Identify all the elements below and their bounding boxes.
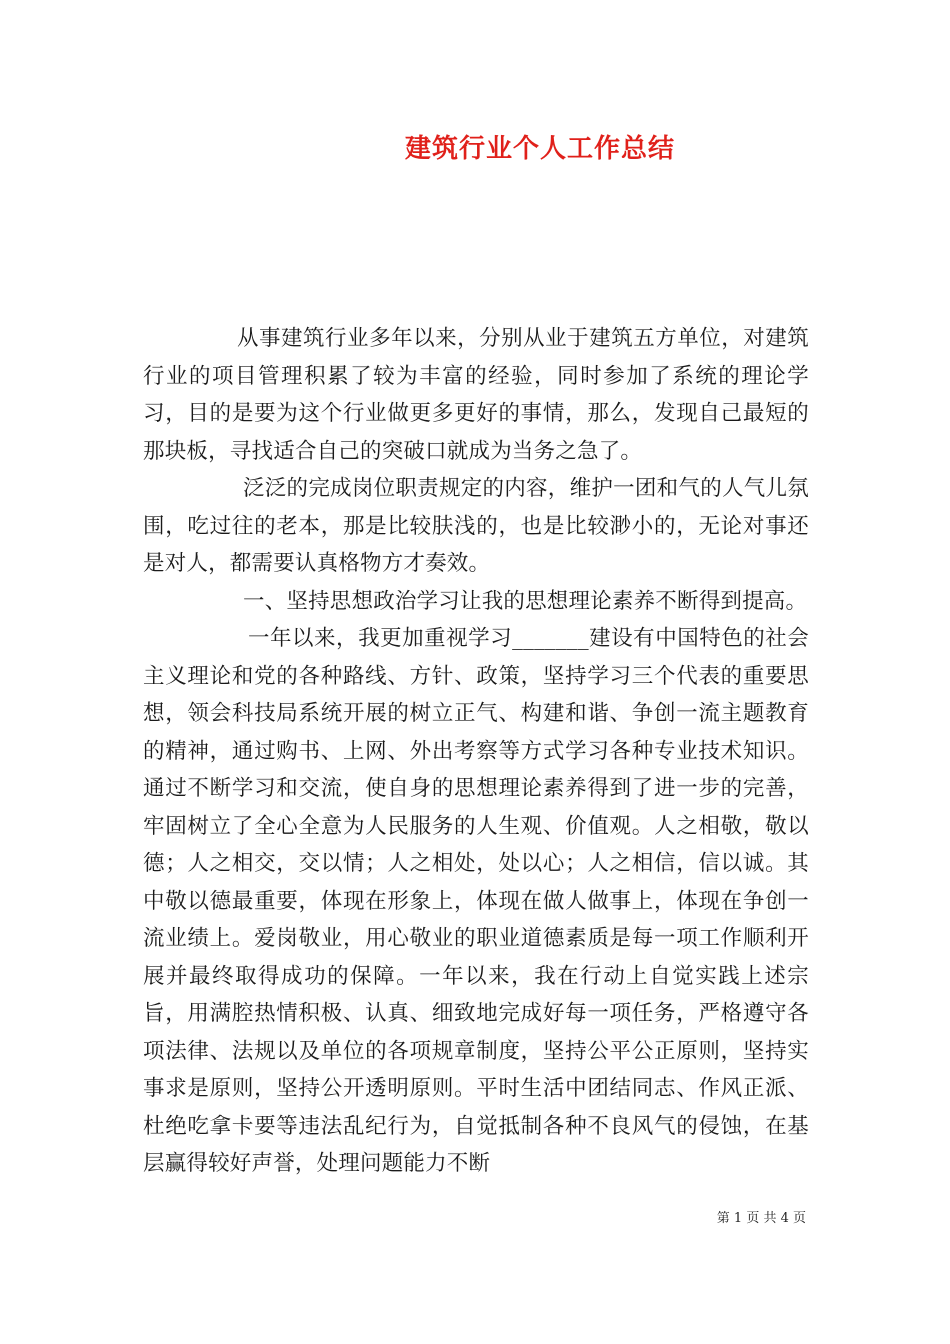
document-body [143, 320, 809, 1183]
paragraph-study: 一年以来，我更加重视学习_______建设有中国特色的社会主义理论和党的各种路线、方针、政策，坚持学习三个代表的重要思想，领会科技局系统开展的树立正气、构建和谐、争创一流主题教育的精神，通过购书、上网、外出考察等方式学习各种专业技术知识。通过不断学习和交流，使自身的思想理论素养得到了进一步的完善，牢固树立了全心全意为人民服务的人生观、价值观。人之相敬，敬以德；人之相交，交以情；人之相处，处以心；人之相信，信以诚。其中敬以德最重要，体现在形象上，体现在做人做事上，体现在争创一流业绩上。爱岗敬业，用心敬业的职业道德素质是每一项工作顺利开展并最终取得成功的保障。一年以来，我在行动上自觉实践上述宗旨，用满腔热情积极、认真、细致地完成好每一项任务，严格遵守各项法律、法规以及单位的各项规章制度，坚持公平公正原则，坚持实事求是原则，坚持公开透明原则。平时生活中团结同志、作风正派、杜绝吃拿卡要等违法乱纪行为，自觉抵制各种不良风气的侵蚀，在基层赢得较好声誉，处理问题能力不断 [143, 626, 809, 1176]
paragraph-intro: 从事建筑行业多年以来，分别从业于建筑五方单位，对建筑行业的项目管理积累了较为丰富的经验，同时参加了系统的理论学习，目的是要为这个行业做更多更好的事情，那么，发现自己最短的那块板，寻找适合自己的突破口就成为当务之急了。 [143, 326, 809, 464]
paragraph-duties: 泛泛的完成岗位职责规定的内容，维护一团和气的人气儿氛围，吃过往的老本，那是比较肤浅的，也是比较渺小的，无论对事还是对人，都需要认真格物方才奏效。 [143, 476, 809, 576]
section-heading-1: 一、坚持思想政治学习让我的思想理论素养不断得到提高。 [243, 588, 808, 614]
document-title: 建筑行业个人工作总结 [404, 134, 675, 164]
page-number-footer: 第 1 页 共 4 页 [716, 1211, 806, 1226]
